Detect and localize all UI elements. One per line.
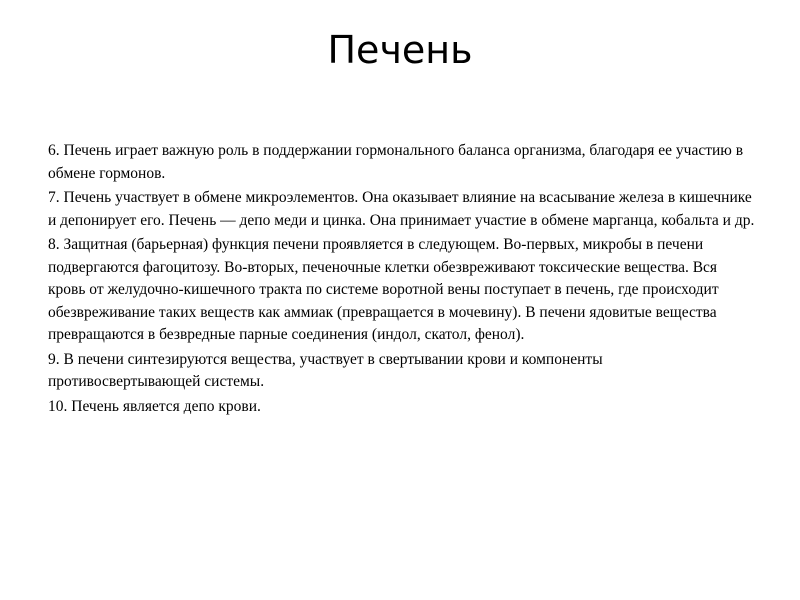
paragraph-8: 8. Защитная (барьерная) функция печени проявляется в следующем. Во-первых, микробы в печени подвергаются фагоцитозу. Во-вторых, печеночные клетки обезвреживают токсические вещества. Вся кровь от желудочно-кишечного тракта по системе воротной вены поступает в печень, где происходит обезвреживание таких веществ как аммиак (превращается в мочевину). В печени ядовитые вещества превращаются в безвредные парные соединения (индол, скатол, фенол). [48, 236, 719, 343]
paragraph-7: 7. Печень участвует в обмене микроэлементов. Она оказывает влияние на всасывание железа в кишечнике и депонирует его. Печень — депо меди и цинка. Она принимает участие в обмене марганца, кобальта и др. [48, 189, 755, 229]
paragraph-9: 9. В печени синтезируются вещества, участвует в свертывании крови и компоненты противосвертывающей системы. [48, 350, 603, 390]
slide-body [48, 140, 756, 420]
slide-title: Печень [327, 28, 473, 72]
paragraph-6: 6. Печень играет важную роль в поддержании гормонального баланса организма, благодаря ее участию в обмене гормонов. [48, 142, 744, 182]
paragraph-10: 10. Печень является депо крови. [48, 397, 261, 415]
